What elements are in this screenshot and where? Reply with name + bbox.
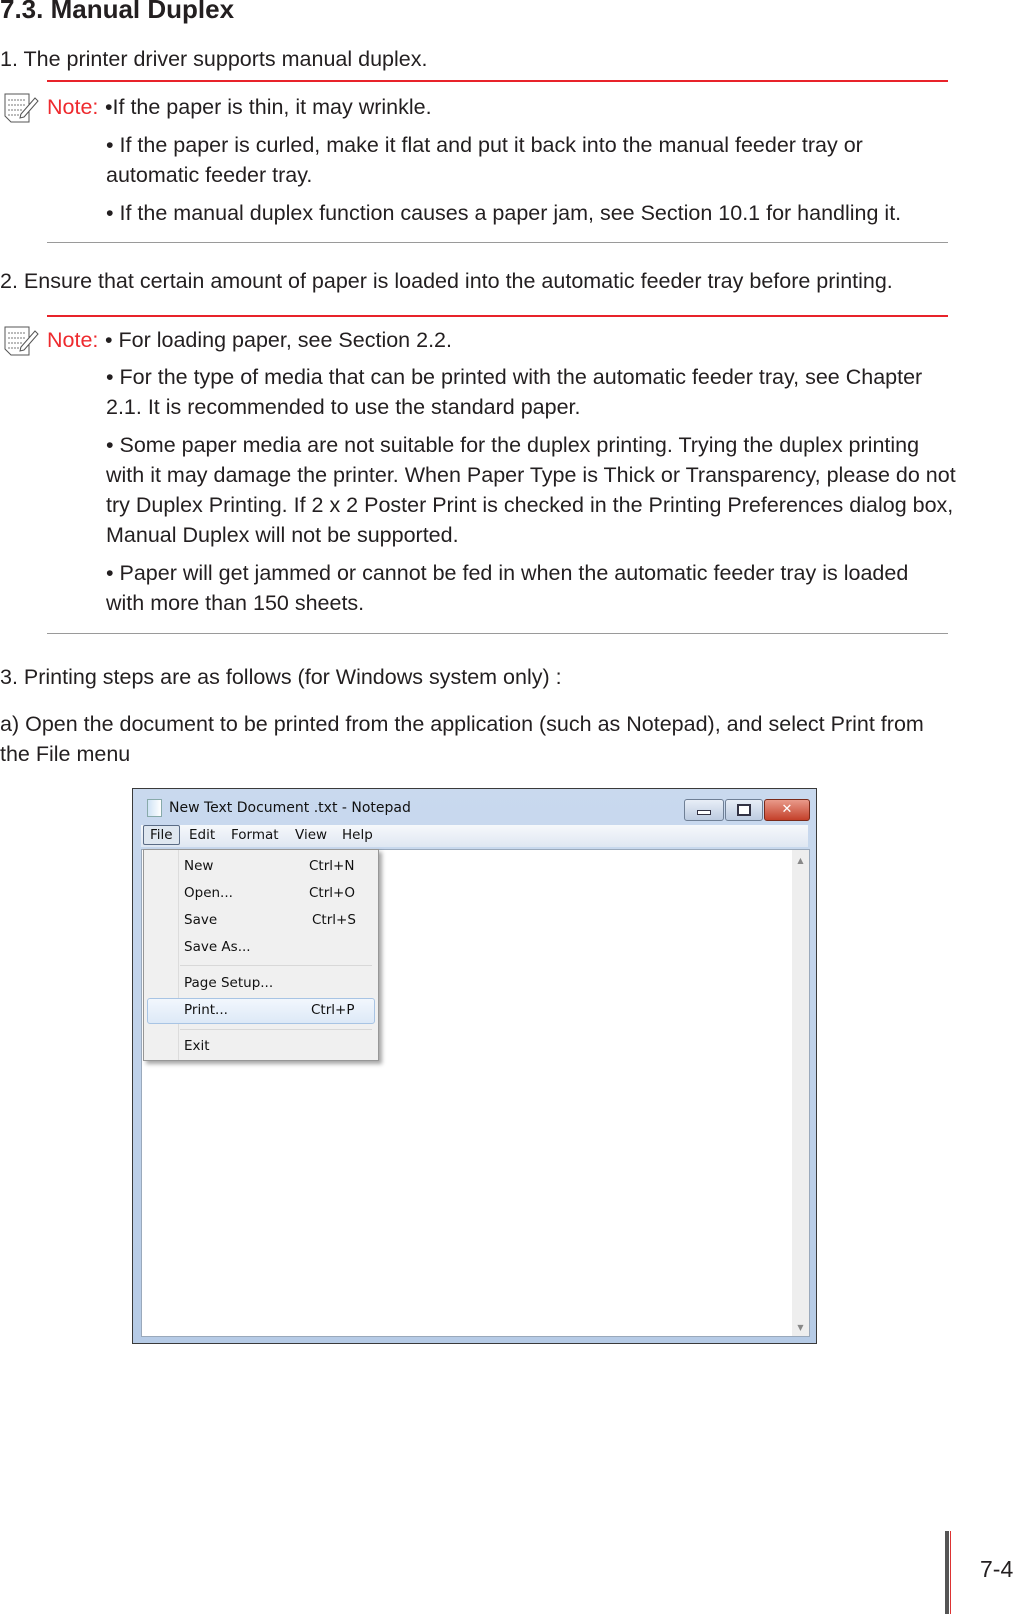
vertical-scrollbar[interactable] [792,850,809,1336]
note-divider-bottom [47,633,948,634]
minimize-button[interactable] [684,799,724,821]
note-item: • For the type of media that can be printed with the automatic feeder tray, see Chapter 2.1. It is recommended to use the standard paper. [106,365,923,419]
notepad-icon [147,799,162,817]
menu-help[interactable]: Help [342,827,373,843]
menu-item-save[interactable]: Save [184,912,218,928]
note-item: • If the paper is curled, make it flat and put it back into the manual feeder tray or automatic feeder tray. [106,133,863,187]
step-2: 2. Ensure that certain amount of paper is loaded into the automatic feeder tray before printing. [0,269,893,293]
menu-separator [180,965,372,966]
note-item: • If the manual duplex function causes a paper jam, see Section 10.1 for handling it. [106,201,902,225]
section-heading: 7.3. Manual Duplex [0,0,235,24]
menu-edit[interactable]: Edit [189,827,216,843]
menu-separator [180,1029,372,1030]
note-label: Note: [47,328,99,352]
page-bar-accent [950,1531,951,1614]
window-title: New Text Document .txt - Notepad [169,800,411,816]
note-item: •If the paper is thin, it may wrinkle. [105,95,432,119]
menu-bar [141,825,808,847]
menu-file[interactable]: File [143,825,180,845]
note-item: • For loading paper, see Section 2.2. [105,328,452,352]
page-bar [945,1531,949,1614]
shortcut-new: Ctrl+N [309,858,355,874]
shortcut-open: Ctrl+O [309,885,355,901]
step-1: 1. The printer driver supports manual duplex. [0,47,428,71]
menu-item-save-as[interactable]: Save As... [184,939,251,955]
note-divider-bottom [47,242,948,243]
maximize-button[interactable] [725,799,763,821]
menu-item-print[interactable]: Print... [184,1002,228,1018]
shortcut-print: Ctrl+P [311,1002,355,1018]
note-item: • Paper will get jammed or cannot be fed in when the automatic feeder tray is loaded with more than 150 sheets. [106,561,909,615]
menu-item-page-setup[interactable]: Page Setup... [184,975,274,991]
close-button[interactable]: ✕ [764,799,810,821]
menu-item-new[interactable]: New [184,858,214,874]
menu-item-exit[interactable]: Exit [184,1038,210,1054]
step-3a: a) Open the document to be printed from the application (such as Notepad), and select Print from the File menu [0,712,924,766]
notepad-window [132,788,817,1344]
file-menu-dropdown [143,849,379,1061]
note-label: Note: [47,95,99,119]
menu-item-open[interactable]: Open... [184,885,233,901]
note-item: • Some paper media are not suitable for the duplex printing. Trying the duplex printing with it may damage the printer. When Paper Type is Thick or Transparency, please do not try Duplex Printing. If 2 x 2 Poster Print is checked in the Printing Preferences dialog box, Manual Duplex will not be supported. [106,433,956,547]
note-icon [3,92,39,126]
note-divider-top [47,80,948,82]
shortcut-save: Ctrl+S [312,912,356,928]
scroll-up-icon[interactable]: ▲ [797,856,804,865]
note-divider-top [47,315,948,317]
page-number: 7-4 [980,1556,1014,1582]
menu-view[interactable]: View [295,827,328,843]
menu-format[interactable]: Format [231,827,279,843]
step-3: 3. Printing steps are as follows (for Windows system only) : [0,665,562,689]
scroll-down-icon[interactable]: ▼ [797,1323,804,1332]
note-icon [3,325,39,359]
